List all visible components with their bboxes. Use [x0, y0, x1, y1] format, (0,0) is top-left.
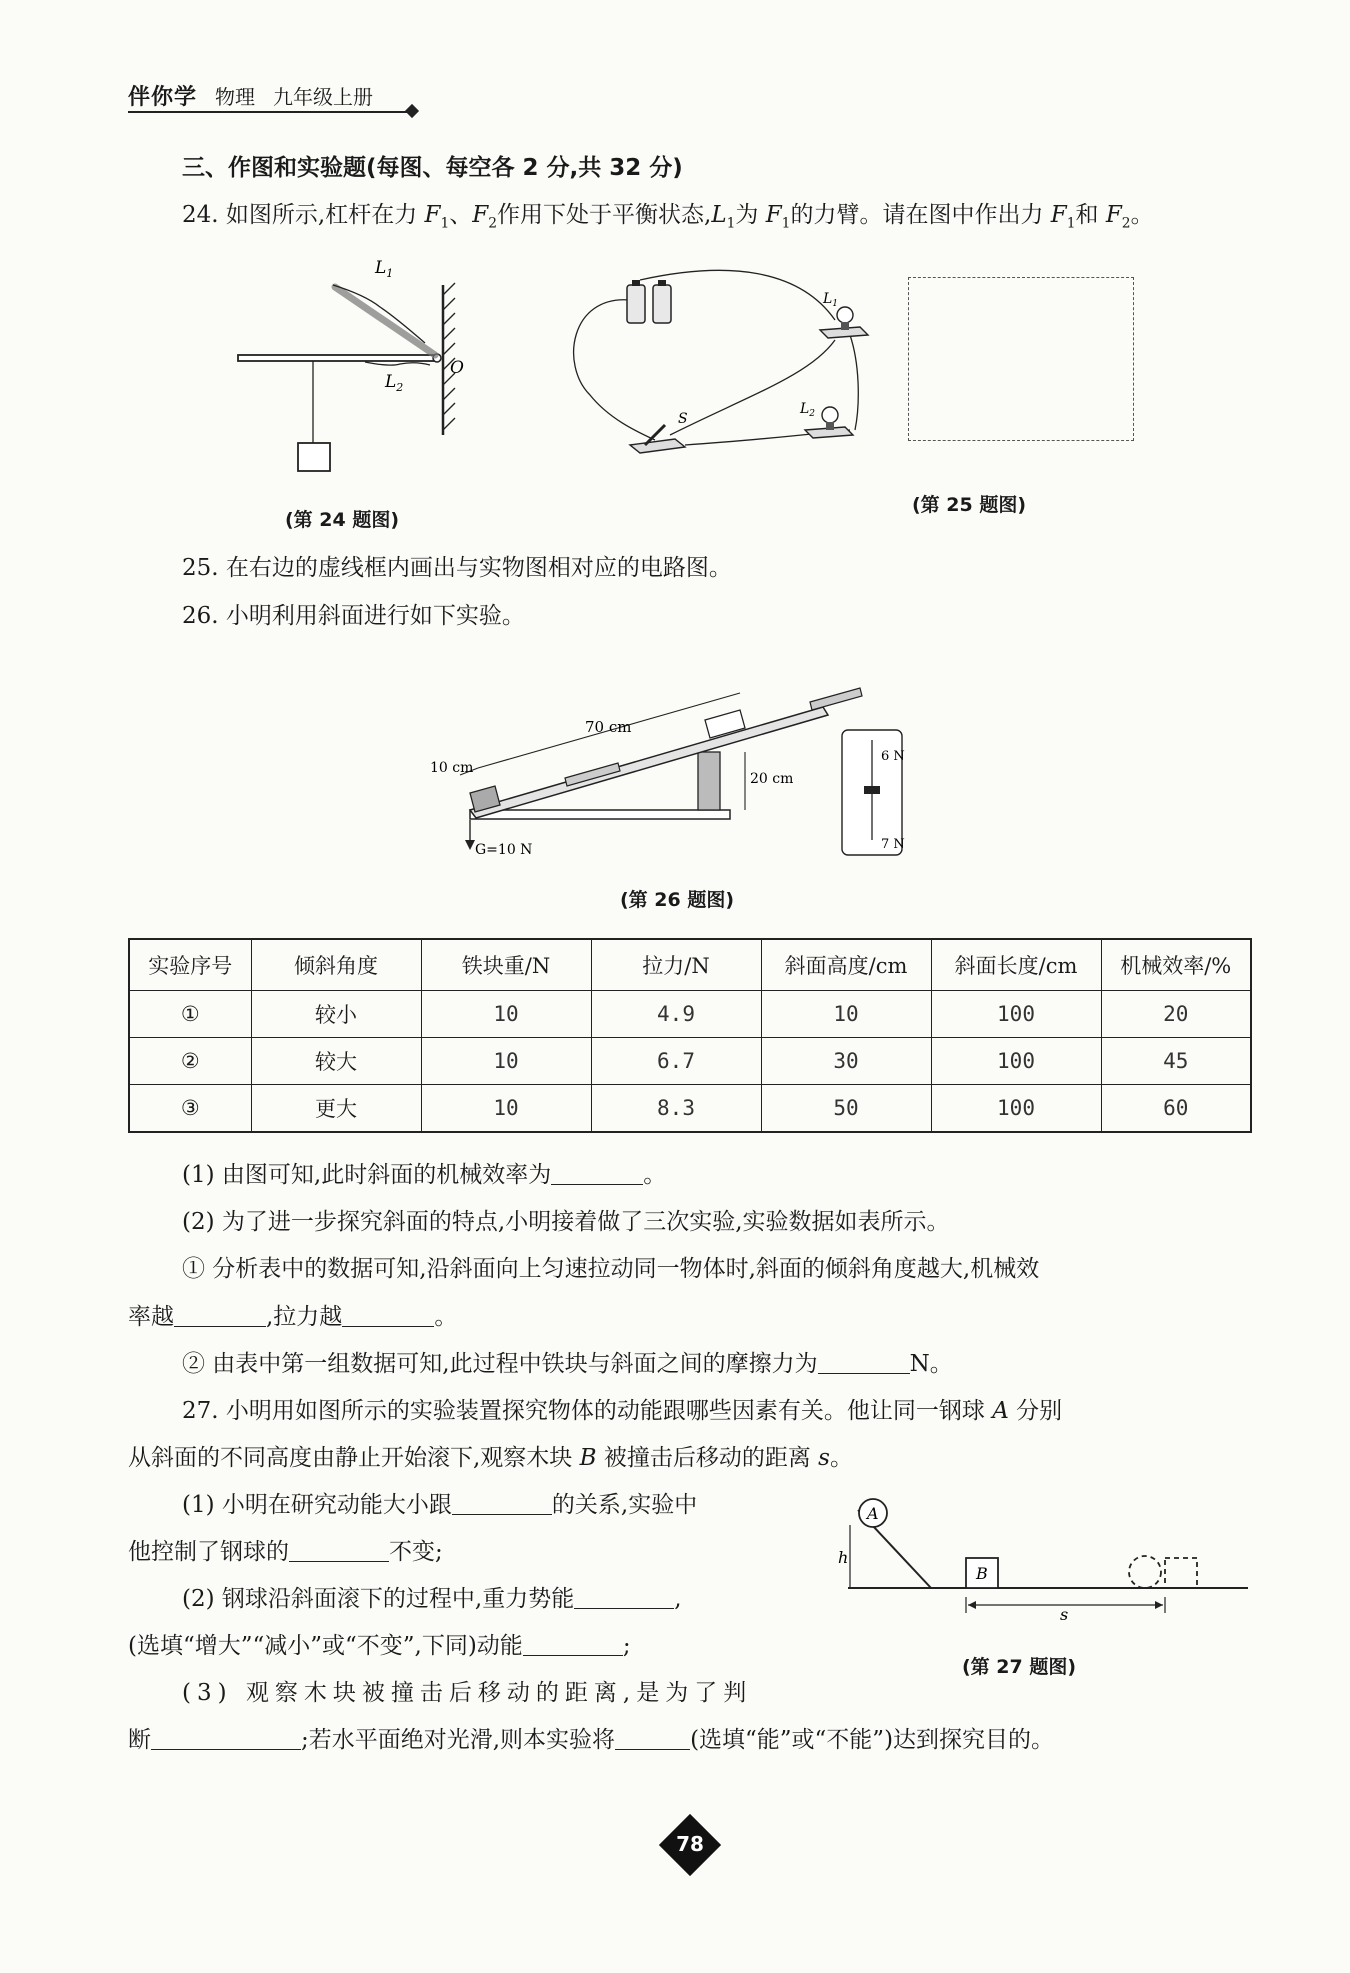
gravity-arrowhead: [465, 840, 475, 850]
section-title: 三、作图和实验题(每图、每空各 2 分,共 32 分): [182, 155, 683, 181]
table-cell: 100: [931, 1038, 1101, 1085]
answer-blank[interactable]: [615, 1725, 690, 1750]
sub-1: 1: [781, 215, 791, 232]
page-header: [128, 80, 373, 111]
table-cell: 4.9: [591, 991, 761, 1038]
answer-blank[interactable]: [452, 1490, 552, 1515]
sym-f: F: [1050, 202, 1067, 228]
sub-1: 1: [1066, 215, 1076, 232]
figure-27-caption: (第 27 题图): [962, 1656, 1077, 1678]
table-row: [129, 1085, 1251, 1133]
label-l1: $L_1$: [375, 258, 394, 280]
answer-blank[interactable]: [523, 1631, 623, 1656]
table-header-cell: 倾斜角度: [251, 939, 421, 991]
question-27-1-line1: [182, 1488, 822, 1522]
table-header-cell: 斜面高度/cm: [761, 939, 931, 991]
circuit-drawing-box[interactable]: [908, 277, 1134, 441]
arrowhead-right: [1155, 1601, 1163, 1609]
label-l2: $L_2$: [800, 401, 816, 419]
sym-f: F: [765, 202, 782, 228]
figure-25-caption: (第 25 题图): [912, 494, 1027, 516]
label-l1: $L_1$: [823, 291, 839, 309]
label-s: s: [1060, 1605, 1069, 1624]
label-6n: 6 N: [881, 749, 905, 764]
question-27-2-line1: [182, 1582, 822, 1616]
block-end-position: [1165, 1558, 1197, 1588]
q27-1-text-c: 他控制了钢球的: [128, 1539, 289, 1565]
spring-scale-top: [810, 688, 862, 710]
header-rule: [128, 111, 413, 113]
q26-1-text: (1) 由图可知,此时斜面的机械效率为: [182, 1162, 552, 1188]
q27-text-a: 27. 小明用如图所示的实验装置探究物体的动能跟哪些因素有关。他让同一钢球: [182, 1398, 993, 1424]
q24-text-e: 和: [1075, 202, 1106, 228]
q26-text: 小明利用斜面进行如下实验。: [225, 603, 525, 629]
label-a: A: [867, 1504, 879, 1523]
table-header-cell: 实验序号: [129, 939, 251, 991]
wall-hatching: [443, 283, 455, 430]
table-cell: 10: [421, 991, 591, 1038]
question-27-2-line2: [128, 1629, 818, 1663]
page-number: 78: [676, 1832, 704, 1856]
q24-number: 24.: [182, 202, 219, 228]
question-26-2: (2) 为了进一步探究斜面的特点,小明接着做了三次实验,实验数据如表所示。: [182, 1209, 950, 1235]
q26-2a-text-a: 率越: [128, 1304, 174, 1330]
battery-2: [653, 280, 671, 323]
q27-3-text-d: (选填“能”或“不能”)达到探究目的。: [690, 1727, 1055, 1753]
answer-blank[interactable]: [174, 1302, 266, 1327]
q27-3-text-b: 断: [128, 1727, 151, 1753]
label-7n: 7 N: [881, 837, 905, 852]
q26-2a-text-c: 。: [434, 1304, 458, 1330]
table-row: [129, 991, 1251, 1038]
table-cell: 45: [1101, 1038, 1251, 1085]
sub-1: 1: [440, 215, 450, 232]
table-cell: 20: [1101, 991, 1251, 1038]
label-h: h: [838, 1548, 849, 1567]
incline-board: [470, 707, 828, 818]
question-27-line1: [182, 1394, 1248, 1428]
figure-25-circuit: [570, 265, 890, 465]
q26-2b-end: N。: [909, 1351, 953, 1377]
q27-2-text-d: ;: [622, 1633, 631, 1659]
q27-text-d: 被撞击后移动的距离: [596, 1445, 819, 1471]
support-block: [698, 752, 720, 810]
q26-1-end: 。: [643, 1162, 667, 1188]
arm-l2-brace: [365, 362, 430, 365]
question-26-2a-line1: ① 分析表中的数据可知,沿斜面向上匀速拉动同一物体时,斜面的倾斜角度越大,机械效: [182, 1256, 1040, 1282]
subject: 物理: [215, 85, 256, 109]
question-27-3-line1: (3) 观察木块被撞击后移动的距离,是为了判: [182, 1680, 753, 1706]
answer-blank[interactable]: [151, 1725, 301, 1750]
table-cell: ①: [129, 991, 251, 1038]
q27-1-text-a: (1) 小明在研究动能大小跟: [182, 1492, 452, 1518]
label-20cm: 20 cm: [750, 771, 794, 787]
table-cell: 10: [421, 1085, 591, 1133]
q24-text-d: 的力臂。请在图中作出力: [790, 202, 1051, 228]
table-cell: 10: [421, 1038, 591, 1085]
grade: 九年级上册: [273, 85, 374, 109]
question-24: [182, 198, 1248, 241]
q26-number: 26.: [182, 603, 219, 629]
hanging-weight: [298, 443, 330, 471]
answer-blank[interactable]: [574, 1584, 674, 1609]
table-header-cell: 拉力/N: [591, 939, 761, 991]
table-cell: 100: [931, 991, 1101, 1038]
sym-f: F: [424, 202, 441, 228]
q27-text-e: 。: [829, 1445, 853, 1471]
table-header-cell: 铁块重/N: [421, 939, 591, 991]
label-l2: $L_2$: [385, 372, 404, 394]
table-cell: 30: [761, 1038, 931, 1085]
q27-3-text-c: ;若水平面绝对光滑,则本实验将: [301, 1727, 616, 1753]
table-cell: ③: [129, 1085, 251, 1133]
header-diamond-icon: [405, 104, 419, 118]
battery-1: [627, 280, 645, 323]
question-26-2a-line2: [128, 1300, 1248, 1334]
table-header-cell: 机械效率/%: [1101, 939, 1251, 991]
table-cell: 10: [761, 991, 931, 1038]
ball-end-position: [1129, 1556, 1161, 1588]
table-cell: ②: [129, 1038, 251, 1085]
q27-2-text-a: (2) 钢球沿斜面滚下的过程中,重力势能: [182, 1586, 575, 1612]
q27-2-text-c: (选填“增大”“减小”或“不变”,下同)动能: [128, 1633, 523, 1659]
label-10cm: 10 cm: [430, 760, 474, 776]
question-27-line2: [128, 1441, 1248, 1475]
q24-text-c: 为: [735, 202, 766, 228]
q27-1-text-b: 的关系,实验中: [551, 1492, 698, 1518]
q24-text-a: 如图所示,杠杆在力: [225, 202, 425, 228]
q26-2b-text: ② 由表中第一组数据可知,此过程中铁块与斜面之间的摩擦力为: [182, 1351, 818, 1377]
figure-27-kinetic-energy: [838, 1485, 1253, 1625]
figure-24-caption: (第 24 题图): [285, 509, 400, 531]
wire-right: [850, 335, 858, 430]
sub-2: 2: [1121, 215, 1131, 232]
label-70cm: 70 cm: [585, 718, 632, 736]
table-cell: 100: [931, 1085, 1101, 1133]
label-b: B: [976, 1564, 988, 1583]
answer-blank[interactable]: [818, 1349, 910, 1374]
rope-f1: [335, 287, 435, 355]
label-weight: G=10 N: [475, 842, 533, 858]
lever-bar: [238, 355, 438, 361]
table-header-row: [129, 939, 1251, 991]
question-26: [182, 599, 1248, 633]
q27-text-b: 分别: [1008, 1398, 1063, 1424]
q25-number: 25.: [182, 555, 219, 581]
question-27-3-line2: [128, 1723, 1248, 1757]
table-cell: 6.7: [591, 1038, 761, 1085]
q27-text-c: 从斜面的不同高度由静止开始滚下,观察木块: [128, 1445, 580, 1471]
table-cell: 较小: [251, 991, 421, 1038]
arrowhead-left: [968, 1601, 976, 1609]
sym-f: F: [472, 202, 489, 228]
figure-24-lever: [230, 255, 480, 485]
answer-blank[interactable]: [289, 1537, 389, 1562]
sym-f: F: [1105, 202, 1122, 228]
table-cell: 8.3: [591, 1085, 761, 1133]
q24-text-f: 。: [1130, 202, 1154, 228]
figure-26-incline: [430, 660, 940, 860]
sym-b: B: [579, 1445, 597, 1471]
table-row: [129, 1038, 1251, 1085]
table-cell: 更大: [251, 1085, 421, 1133]
question-27-1-line2: [128, 1535, 818, 1569]
label-s: S: [678, 411, 688, 427]
bulb-l1: [820, 307, 868, 338]
sym-a: A: [992, 1398, 1009, 1424]
table-cell: 50: [761, 1085, 931, 1133]
question-26-2b: [182, 1347, 1248, 1381]
data-table: [128, 938, 1252, 1133]
base-board: [470, 810, 730, 819]
table-cell: 60: [1101, 1085, 1251, 1133]
table-header-cell: 斜面长度/cm: [931, 939, 1101, 991]
q26-2a-text-b: ,拉力越: [266, 1304, 343, 1330]
scale-pointer: [864, 786, 880, 794]
switch-s: [630, 425, 685, 453]
sym-s: s: [818, 1445, 830, 1471]
sub-1: 1: [726, 215, 736, 232]
q27-2-text-b: ,: [674, 1586, 682, 1612]
brand-name: 伴你学: [128, 85, 198, 110]
separator: 、: [449, 202, 473, 228]
q25-text: 在右边的虚线框内画出与实物图相对应的电路图。: [225, 555, 732, 581]
answer-blank[interactable]: [342, 1302, 434, 1327]
q24-text-b: 作用下处于平衡状态,: [497, 202, 712, 228]
figure-26-caption: (第 26 题图): [620, 889, 735, 911]
sub-2: 2: [488, 215, 498, 232]
wire-middle: [670, 340, 835, 435]
question-26-1: [182, 1158, 1248, 1192]
question-25: [182, 551, 1248, 585]
answer-blank[interactable]: [551, 1160, 643, 1185]
table-cell: 较大: [251, 1038, 421, 1085]
q27-1-text-d: 不变;: [389, 1539, 443, 1565]
sym-l: L: [711, 202, 727, 228]
label-o: O: [450, 358, 464, 378]
